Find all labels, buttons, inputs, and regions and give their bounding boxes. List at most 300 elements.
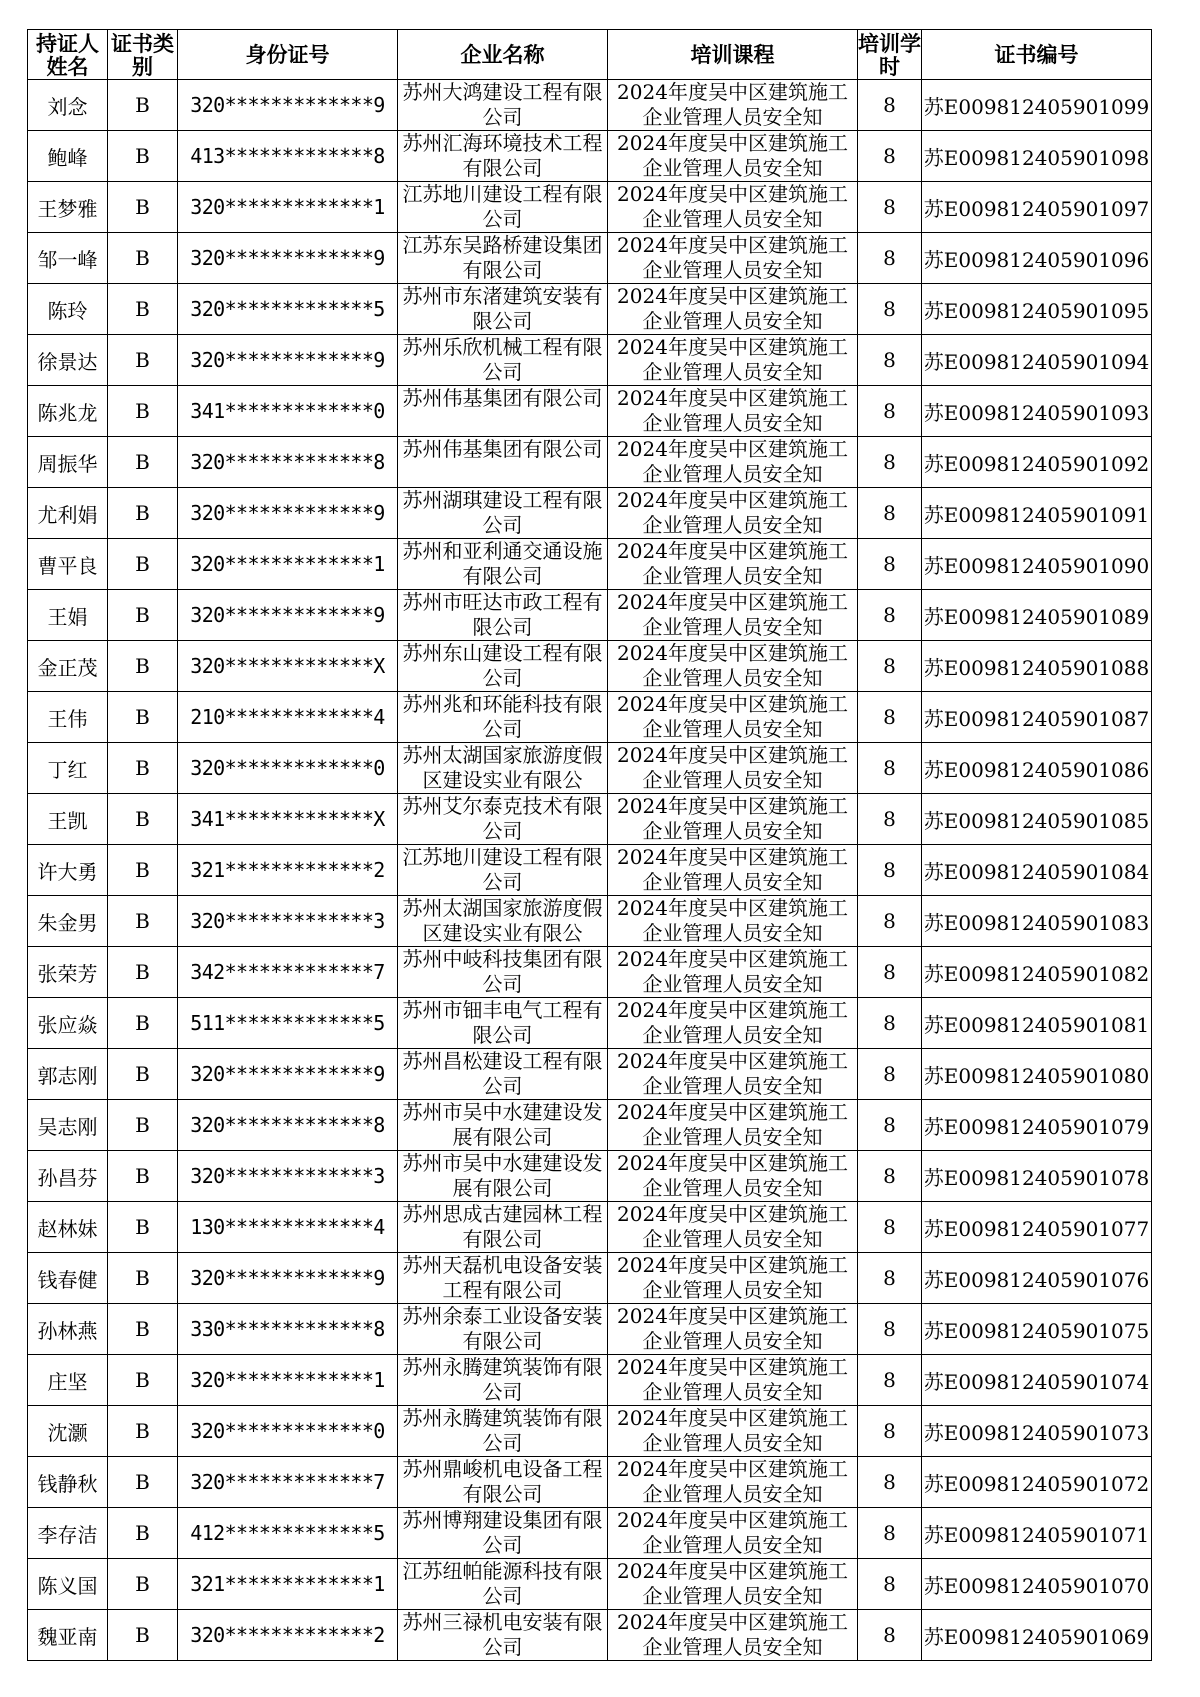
cell-name: 钱静秋: [28, 1457, 108, 1508]
table-row: [28, 794, 1152, 845]
cell-course-text: 2024年度吴中区建筑施工企业管理人员安全知: [617, 641, 848, 690]
cell-course: [608, 386, 858, 437]
table-row: [28, 743, 1152, 794]
cell-course-text: 2024年度吴中区建筑施工企业管理人员安全知: [617, 1202, 848, 1251]
cell-hours: 8: [858, 1508, 922, 1559]
cell-id-number: 320*************1: [178, 182, 398, 233]
cell-company: [398, 947, 608, 998]
cell-name: 邹一峰: [28, 233, 108, 284]
cell-course: [608, 1049, 858, 1100]
cell-course-text: 2024年度吴中区建筑施工企业管理人员安全知: [617, 1355, 848, 1404]
table-row: [28, 437, 1152, 488]
cell-course-text: 2024年度吴中区建筑施工企业管理人员安全知: [617, 539, 848, 588]
cell-company: [398, 1049, 608, 1100]
table-row: [28, 284, 1152, 335]
cell-name: 郭志刚: [28, 1049, 108, 1100]
cell-cert-no: 苏E009812405901090: [922, 539, 1152, 590]
cell-company: [398, 335, 608, 386]
cell-company-text: 江苏纽帕能源科技有限公司: [402, 1559, 603, 1608]
cell-hours: 8: [858, 1049, 922, 1100]
cell-name: 张应焱: [28, 998, 108, 1049]
cell-course: [608, 845, 858, 896]
cell-course: [608, 1151, 858, 1202]
cell-company: [398, 1355, 608, 1406]
cell-course: [608, 590, 858, 641]
table-row: [28, 641, 1152, 692]
cell-name: 孙昌芬: [28, 1151, 108, 1202]
cell-hours: 8: [858, 131, 922, 182]
certificate-table: [27, 29, 1152, 1661]
cell-company: [398, 1253, 608, 1304]
cell-id-number: 320*************9: [178, 590, 398, 641]
cell-hours: 8: [858, 335, 922, 386]
cell-category: B: [108, 182, 178, 233]
table-row: [28, 1457, 1152, 1508]
table-row: [28, 1151, 1152, 1202]
cell-company: [398, 1457, 608, 1508]
cell-course-text: 2024年度吴中区建筑施工企业管理人员安全知: [617, 437, 848, 486]
cell-course-text: 2024年度吴中区建筑施工企业管理人员安全知: [617, 1049, 848, 1098]
cell-course-text: 2024年度吴中区建筑施工企业管理人员安全知: [617, 335, 848, 384]
table-row: [28, 1559, 1152, 1610]
cell-cert-no: 苏E009812405901075: [922, 1304, 1152, 1355]
cell-id-number: 341*************X: [178, 794, 398, 845]
cell-hours: 8: [858, 947, 922, 998]
cell-hours: 8: [858, 488, 922, 539]
cell-course-text: 2024年度吴中区建筑施工企业管理人员安全知: [617, 743, 848, 792]
cell-name: 王梦雅: [28, 182, 108, 233]
cell-name: 王凯: [28, 794, 108, 845]
cell-company: [398, 437, 608, 488]
cell-hours: 8: [858, 743, 922, 794]
cell-cert-no: 苏E009812405901094: [922, 335, 1152, 386]
cell-category: B: [108, 641, 178, 692]
cell-category: B: [108, 998, 178, 1049]
table-row: [28, 896, 1152, 947]
cell-category: B: [108, 1508, 178, 1559]
cell-cert-no: 苏E009812405901080: [922, 1049, 1152, 1100]
table-row: [28, 1355, 1152, 1406]
cell-course-text: 2024年度吴中区建筑施工企业管理人员安全知: [617, 1253, 848, 1302]
cell-course-text: 2024年度吴中区建筑施工企业管理人员安全知: [617, 131, 848, 180]
cell-course: [608, 182, 858, 233]
cell-cert-no: 苏E009812405901083: [922, 896, 1152, 947]
header-name: 持证人姓名: [28, 30, 108, 80]
table-row: [28, 1049, 1152, 1100]
cell-hours: 8: [858, 1151, 922, 1202]
cell-name: 丁红: [28, 743, 108, 794]
cell-course-text: 2024年度吴中区建筑施工企业管理人员安全知: [617, 896, 848, 945]
table-row: [28, 1304, 1152, 1355]
table-row: [28, 539, 1152, 590]
cell-id-number: 321*************2: [178, 845, 398, 896]
cell-cert-no: 苏E009812405901086: [922, 743, 1152, 794]
cell-hours: 8: [858, 1355, 922, 1406]
cell-id-number: 320*************9: [178, 1253, 398, 1304]
cell-id-number: 342*************7: [178, 947, 398, 998]
cell-company: [398, 182, 608, 233]
cell-name: 周振华: [28, 437, 108, 488]
cell-course-text: 2024年度吴中区建筑施工企业管理人员安全知: [617, 1610, 848, 1659]
header-category: 证书类别: [108, 30, 178, 80]
cell-category: B: [108, 437, 178, 488]
cell-cert-no: 苏E009812405901092: [922, 437, 1152, 488]
cell-name: 张荣芳: [28, 947, 108, 998]
cell-hours: 8: [858, 590, 922, 641]
cell-id-number: 320*************2: [178, 1610, 398, 1661]
cell-cert-no: 苏E009812405901082: [922, 947, 1152, 998]
cell-company-text: 江苏东吴路桥建设集团有限公司: [402, 233, 603, 282]
cell-id-number: 320*************3: [178, 896, 398, 947]
table-body: [28, 80, 1152, 1661]
cell-category: B: [108, 335, 178, 386]
cell-cert-no: 苏E009812405901078: [922, 1151, 1152, 1202]
cell-course-text: 2024年度吴中区建筑施工企业管理人员安全知: [617, 1559, 848, 1608]
cell-cert-no: 苏E009812405901069: [922, 1610, 1152, 1661]
cell-company: [398, 896, 608, 947]
cell-category: B: [108, 1253, 178, 1304]
cell-company: [398, 1151, 608, 1202]
cell-hours: 8: [858, 1559, 922, 1610]
cell-company-text: 苏州三禄机电安装有限公司: [402, 1610, 603, 1659]
cell-id-number: 330*************8: [178, 1304, 398, 1355]
cell-cert-no: 苏E009812405901093: [922, 386, 1152, 437]
cell-company-text: 苏州伟基集团有限公司: [402, 386, 603, 410]
cell-company-text: 苏州太湖国家旅游度假区建设实业有限公: [402, 896, 603, 945]
cell-category: B: [108, 1202, 178, 1253]
cell-course-text: 2024年度吴中区建筑施工企业管理人员安全知: [617, 590, 848, 639]
cell-name: 金正茂: [28, 641, 108, 692]
cell-cert-no: 苏E009812405901089: [922, 590, 1152, 641]
cell-course: [608, 488, 858, 539]
cell-cert-no: 苏E009812405901084: [922, 845, 1152, 896]
cell-id-number: 130*************4: [178, 1202, 398, 1253]
cell-cert-no: 苏E009812405901097: [922, 182, 1152, 233]
cell-hours: 8: [858, 692, 922, 743]
table-row: [28, 131, 1152, 182]
cell-hours: 8: [858, 182, 922, 233]
table-row: [28, 1202, 1152, 1253]
table-row: [28, 1508, 1152, 1559]
cell-hours: 8: [858, 386, 922, 437]
cell-company-text: 苏州东山建设工程有限公司: [402, 641, 603, 690]
cell-course: [608, 1610, 858, 1661]
cell-company-text: 苏州鼎峻机电设备工程有限公司: [402, 1457, 603, 1506]
cell-name: 陈玲: [28, 284, 108, 335]
cell-company: [398, 692, 608, 743]
table-row: [28, 590, 1152, 641]
cell-course: [608, 80, 858, 131]
cell-course-text: 2024年度吴中区建筑施工企业管理人员安全知: [617, 488, 848, 537]
cell-hours: 8: [858, 437, 922, 488]
cell-hours: 8: [858, 80, 922, 131]
cell-category: B: [108, 233, 178, 284]
cell-company-text: 苏州市旺达市政工程有限公司: [402, 590, 603, 639]
cell-hours: 8: [858, 845, 922, 896]
cell-id-number: 320*************0: [178, 1406, 398, 1457]
cell-course: [608, 641, 858, 692]
cell-company: [398, 1559, 608, 1610]
cell-id-number: 320*************5: [178, 284, 398, 335]
cell-category: B: [108, 488, 178, 539]
cell-name: 李存洁: [28, 1508, 108, 1559]
cell-course-text: 2024年度吴中区建筑施工企业管理人员安全知: [617, 80, 848, 129]
cell-category: B: [108, 284, 178, 335]
cell-id-number: 320*************7: [178, 1457, 398, 1508]
header-row: [28, 30, 1152, 80]
cell-name: 王伟: [28, 692, 108, 743]
cell-company-text: 苏州大鸿建设工程有限公司: [402, 80, 603, 129]
cell-id-number: 320*************9: [178, 233, 398, 284]
cell-cert-no: 苏E009812405901074: [922, 1355, 1152, 1406]
cell-course: [608, 1100, 858, 1151]
cell-id-number: 341*************0: [178, 386, 398, 437]
cell-course: [608, 692, 858, 743]
cell-company-text: 苏州中岐科技集团有限公司: [402, 947, 603, 996]
cell-course-text: 2024年度吴中区建筑施工企业管理人员安全知: [617, 794, 848, 843]
cell-hours: 8: [858, 284, 922, 335]
cell-name: 徐景达: [28, 335, 108, 386]
cell-course: [608, 1508, 858, 1559]
cell-course: [608, 1355, 858, 1406]
cell-course: [608, 896, 858, 947]
cell-hours: 8: [858, 794, 922, 845]
cell-company-text: 江苏地川建设工程有限公司: [402, 845, 603, 894]
cell-course-text: 2024年度吴中区建筑施工企业管理人员安全知: [617, 692, 848, 741]
cell-hours: 8: [858, 1253, 922, 1304]
cell-category: B: [108, 131, 178, 182]
cell-category: B: [108, 386, 178, 437]
cell-company: [398, 1508, 608, 1559]
cell-company-text: 苏州伟基集团有限公司: [402, 437, 603, 461]
cell-id-number: 210*************4: [178, 692, 398, 743]
cell-id-number: 320*************0: [178, 743, 398, 794]
cell-course: [608, 1559, 858, 1610]
cell-cert-no: 苏E009812405901077: [922, 1202, 1152, 1253]
cell-category: B: [108, 896, 178, 947]
cell-course-text: 2024年度吴中区建筑施工企业管理人员安全知: [617, 1304, 848, 1353]
cell-course: [608, 998, 858, 1049]
cell-hours: 8: [858, 641, 922, 692]
header-company: 企业名称: [398, 30, 608, 80]
cell-name: 吴志刚: [28, 1100, 108, 1151]
cell-cert-no: 苏E009812405901098: [922, 131, 1152, 182]
cell-course: [608, 1304, 858, 1355]
header-cert-no: 证书编号: [922, 30, 1152, 80]
cell-company: [398, 1100, 608, 1151]
table-row: [28, 1100, 1152, 1151]
cell-company: [398, 80, 608, 131]
cell-id-number: 320*************9: [178, 1049, 398, 1100]
cell-cert-no: 苏E009812405901081: [922, 998, 1152, 1049]
cell-hours: 8: [858, 1457, 922, 1508]
cell-company-text: 苏州兆和环能科技有限公司: [402, 692, 603, 741]
cell-company: [398, 845, 608, 896]
cell-name: 许大勇: [28, 845, 108, 896]
cell-id-number: 511*************5: [178, 998, 398, 1049]
table-row: [28, 1253, 1152, 1304]
cell-name: 陈义国: [28, 1559, 108, 1610]
table-row: [28, 488, 1152, 539]
cell-id-number: 412*************5: [178, 1508, 398, 1559]
cell-cert-no: 苏E009812405901071: [922, 1508, 1152, 1559]
cell-name: 尤利娟: [28, 488, 108, 539]
cell-cert-no: 苏E009812405901088: [922, 641, 1152, 692]
cell-company: [398, 1406, 608, 1457]
cell-cert-no: 苏E009812405901073: [922, 1406, 1152, 1457]
cell-company-text: 苏州市钿丰电气工程有限公司: [402, 998, 603, 1047]
cell-company-text: 苏州太湖国家旅游度假区建设实业有限公: [402, 743, 603, 792]
cell-name: 魏亚南: [28, 1610, 108, 1661]
cell-hours: 8: [858, 539, 922, 590]
cell-course-text: 2024年度吴中区建筑施工企业管理人员安全知: [617, 1406, 848, 1455]
cell-hours: 8: [858, 1100, 922, 1151]
cell-course-text: 2024年度吴中区建筑施工企业管理人员安全知: [617, 1100, 848, 1149]
cell-company: [398, 743, 608, 794]
cell-course: [608, 284, 858, 335]
cell-company: [398, 539, 608, 590]
cell-company: [398, 590, 608, 641]
cell-hours: 8: [858, 896, 922, 947]
cell-category: B: [108, 1355, 178, 1406]
cell-course-text: 2024年度吴中区建筑施工企业管理人员安全知: [617, 1151, 848, 1200]
cell-name: 鲍峰: [28, 131, 108, 182]
header-hours: 培训学时: [858, 30, 921, 79]
table-row: [28, 1610, 1152, 1661]
cell-category: B: [108, 1406, 178, 1457]
cell-course-text: 2024年度吴中区建筑施工企业管理人员安全知: [617, 386, 848, 435]
cell-cert-no: 苏E009812405901095: [922, 284, 1152, 335]
cell-hours: 8: [858, 1610, 922, 1661]
cell-company: [398, 233, 608, 284]
cell-company: [398, 1304, 608, 1355]
cell-company-text: 苏州汇海环境技术工程有限公司: [402, 131, 603, 180]
cell-hours: 8: [858, 233, 922, 284]
cell-id-number: 413*************8: [178, 131, 398, 182]
header-course: 培训课程: [608, 30, 858, 80]
cell-id-number: 320*************9: [178, 335, 398, 386]
cell-course: [608, 335, 858, 386]
cell-name: 庄坚: [28, 1355, 108, 1406]
cell-cert-no: 苏E009812405901072: [922, 1457, 1152, 1508]
cell-name: 沈灏: [28, 1406, 108, 1457]
cell-category: B: [108, 1457, 178, 1508]
cell-company-text: 苏州市吴中水建建设发展有限公司: [402, 1100, 603, 1149]
cell-cert-no: 苏E009812405901079: [922, 1100, 1152, 1151]
cell-company-text: 苏州艾尔泰克技术有限公司: [402, 794, 603, 843]
cell-name: 钱春健: [28, 1253, 108, 1304]
cell-course: [608, 1457, 858, 1508]
cell-id-number: 320*************8: [178, 437, 398, 488]
cell-course: [608, 1253, 858, 1304]
cell-company-text: 苏州湖琪建设工程有限公司: [402, 488, 603, 537]
cell-hours: 8: [858, 998, 922, 1049]
table-row: [28, 386, 1152, 437]
table-row: [28, 182, 1152, 233]
cell-name: 孙林燕: [28, 1304, 108, 1355]
cell-company: [398, 386, 608, 437]
table-row: [28, 335, 1152, 386]
cell-company: [398, 131, 608, 182]
cell-course: [608, 437, 858, 488]
cell-cert-no: 苏E009812405901076: [922, 1253, 1152, 1304]
cell-id-number: 320*************1: [178, 539, 398, 590]
cell-company-text: 苏州乐欣机械工程有限公司: [402, 335, 603, 384]
cell-id-number: 321*************1: [178, 1559, 398, 1610]
cell-company-text: 苏州永腾建筑装饰有限公司: [402, 1406, 603, 1455]
cell-hours: 8: [858, 1406, 922, 1457]
cell-course: [608, 794, 858, 845]
cell-company-text: 苏州市东渚建筑安装有限公司: [402, 284, 603, 333]
cell-course: [608, 233, 858, 284]
cell-course-text: 2024年度吴中区建筑施工企业管理人员安全知: [617, 1508, 848, 1557]
table-row: [28, 80, 1152, 131]
cell-id-number: 320*************3: [178, 1151, 398, 1202]
table-row: [28, 1406, 1152, 1457]
cell-company: [398, 488, 608, 539]
cell-category: B: [108, 1610, 178, 1661]
cell-hours: 8: [858, 1304, 922, 1355]
cell-category: B: [108, 590, 178, 641]
cell-company-text: 苏州思成古建园林工程有限公司: [402, 1202, 603, 1251]
table-row: [28, 998, 1152, 1049]
cell-course-text: 2024年度吴中区建筑施工企业管理人员安全知: [617, 182, 848, 231]
table-row: [28, 845, 1152, 896]
cell-category: B: [108, 1151, 178, 1202]
cell-cert-no: 苏E009812405901091: [922, 488, 1152, 539]
cell-name: 陈兆龙: [28, 386, 108, 437]
cell-id-number: 320*************9: [178, 80, 398, 131]
cell-course: [608, 743, 858, 794]
cell-course: [608, 947, 858, 998]
table-row: [28, 947, 1152, 998]
cell-company-text: 苏州永腾建筑装饰有限公司: [402, 1355, 603, 1404]
cell-name: 曹平良: [28, 539, 108, 590]
cell-company-text: 苏州余泰工业设备安装有限公司: [402, 1304, 603, 1353]
cell-name: 赵林妹: [28, 1202, 108, 1253]
header-id: 身份证号: [178, 30, 398, 80]
cell-category: B: [108, 743, 178, 794]
cell-company: [398, 284, 608, 335]
cell-category: B: [108, 794, 178, 845]
cell-cert-no: 苏E009812405901099: [922, 80, 1152, 131]
cell-category: B: [108, 1100, 178, 1151]
cell-cert-no: 苏E009812405901096: [922, 233, 1152, 284]
cell-course: [608, 1202, 858, 1253]
cell-cert-no: 苏E009812405901070: [922, 1559, 1152, 1610]
cell-category: B: [108, 692, 178, 743]
cell-course-text: 2024年度吴中区建筑施工企业管理人员安全知: [617, 233, 848, 282]
cell-category: B: [108, 1304, 178, 1355]
cell-company: [398, 1610, 608, 1661]
cell-course: [608, 539, 858, 590]
cell-name: 刘念: [28, 80, 108, 131]
cell-cert-no: 苏E009812405901087: [922, 692, 1152, 743]
cell-id-number: 320*************1: [178, 1355, 398, 1406]
cell-category: B: [108, 80, 178, 131]
cell-course-text: 2024年度吴中区建筑施工企业管理人员安全知: [617, 998, 848, 1047]
table-row: [28, 233, 1152, 284]
cell-company-text: 苏州天磊机电设备安装工程有限公司: [402, 1253, 603, 1302]
cell-company-text: 苏州昌松建设工程有限公司: [402, 1049, 603, 1098]
cell-id-number: 320*************9: [178, 488, 398, 539]
cell-name: 王娟: [28, 590, 108, 641]
cell-course: [608, 131, 858, 182]
cell-course-text: 2024年度吴中区建筑施工企业管理人员安全知: [617, 1457, 848, 1506]
cell-company-text: 苏州市吴中水建建设发展有限公司: [402, 1151, 603, 1200]
table-row: [28, 692, 1152, 743]
cell-id-number: 320*************X: [178, 641, 398, 692]
